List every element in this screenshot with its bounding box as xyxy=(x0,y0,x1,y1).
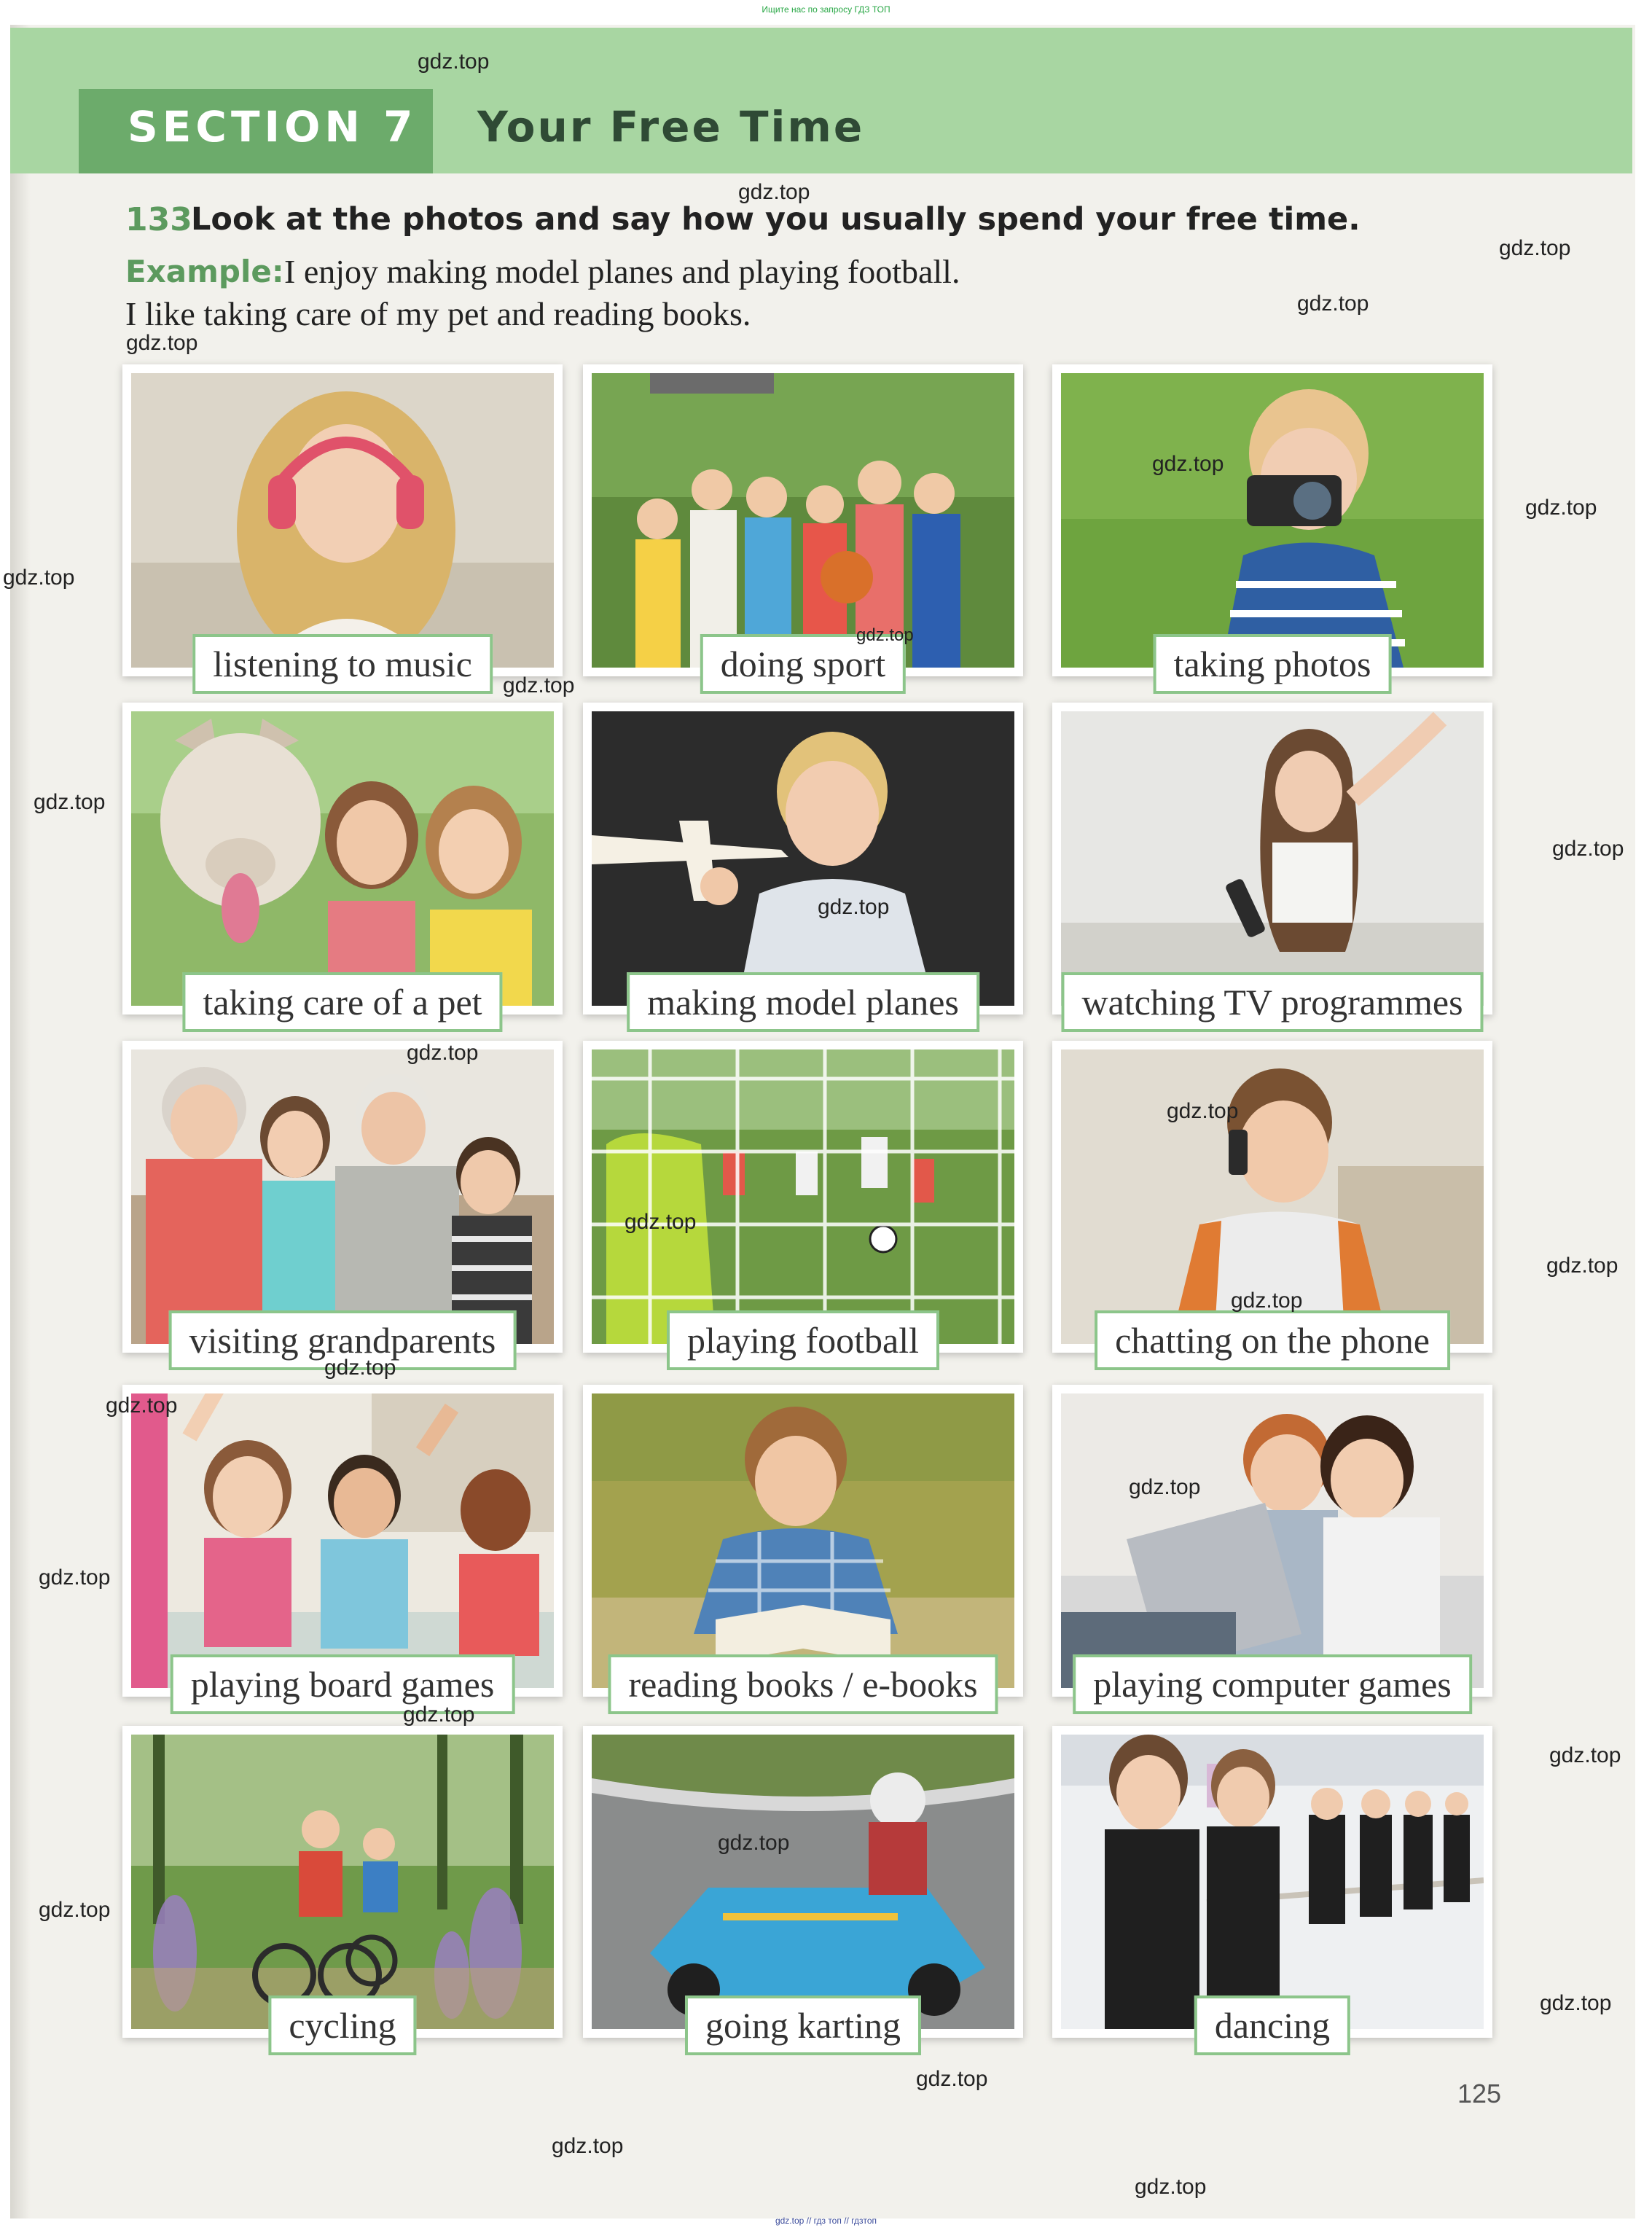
watermark: gdz.top xyxy=(126,331,198,355)
watermark: gdz.top xyxy=(1129,1475,1201,1499)
section-title: Your Free Time xyxy=(477,102,865,152)
card-caption: making model planes xyxy=(627,972,979,1032)
card-caption: doing sport xyxy=(700,634,906,694)
photo-card-dancing xyxy=(1052,1726,1492,2046)
photo-card-going-karting xyxy=(583,1726,1023,2046)
watermark: gdz.top xyxy=(407,1041,479,1065)
watermark: gdz.top xyxy=(39,1565,111,1590)
girl-with-headphones-photo xyxy=(131,373,554,668)
card-caption: dancing xyxy=(1194,1995,1350,2055)
photo-card-taking-photos xyxy=(1052,364,1492,684)
card-caption: watching TV programmes xyxy=(1061,972,1483,1032)
watermark: gdz.top xyxy=(1231,1289,1303,1313)
watermark: gdz.top xyxy=(1540,1991,1612,2015)
boy-with-model-plane-photo xyxy=(592,711,1014,1006)
watermark: gdz.top xyxy=(552,2134,624,2158)
watermark: gdz.top xyxy=(1152,452,1224,476)
watermark: gdz.top xyxy=(856,625,914,645)
exercise-instruction: Look at the photos and say how you usually spend your free time. xyxy=(191,201,1361,238)
boy-with-camera-photo xyxy=(1061,373,1484,668)
watermark: gdz.top xyxy=(3,566,75,590)
card-caption: taking care of a pet xyxy=(182,972,502,1032)
watermark: gdz.top xyxy=(418,50,490,74)
photo-card-visiting-grandparents xyxy=(122,1041,563,1361)
photo-card-playing-board-games xyxy=(122,1385,563,1705)
card-caption: chatting on the phone xyxy=(1095,1310,1450,1370)
bottom-notice: gdz.top // гдз топ // гдзтоп xyxy=(775,2216,877,2226)
section-label: SECTION 7 xyxy=(128,102,418,152)
watermark: gdz.top xyxy=(403,1703,475,1727)
watermark: gdz.top xyxy=(106,1393,178,1418)
boy-reading-photo xyxy=(592,1393,1014,1688)
exercise-number: 133 xyxy=(125,201,192,238)
watermark: gdz.top xyxy=(1135,2175,1207,2199)
watermark: gdz.top xyxy=(738,180,810,204)
photo-card-watching-tv-programmes xyxy=(1052,703,1492,1023)
teens-basketball-photo xyxy=(592,373,1014,668)
watermark: gdz.top xyxy=(34,790,106,814)
top-notice: Ищите нас по запросу ГДЗ ТОП xyxy=(762,4,890,15)
family-on-sofa-photo xyxy=(131,1049,554,1344)
watermark: gdz.top xyxy=(503,673,575,697)
card-caption: playing football xyxy=(667,1310,939,1370)
card-caption: playing board games xyxy=(171,1654,515,1714)
family-cycling-photo xyxy=(131,1735,554,2029)
watermark: gdz.top xyxy=(1552,837,1624,861)
card-caption: reading books / e-books xyxy=(608,1654,998,1714)
ballet-dancers-photo xyxy=(1061,1735,1484,2029)
watermark: gdz.top xyxy=(718,1831,790,1855)
card-caption: taking photos xyxy=(1154,634,1392,694)
photo-card-doing-sport xyxy=(583,364,1023,684)
watermark: gdz.top xyxy=(1297,292,1369,316)
photo-card-making-model-planes xyxy=(583,703,1023,1023)
example-line-2: I like taking care of my pet and reading books. xyxy=(125,295,751,332)
photo-card-taking-care-of-a-pet xyxy=(122,703,563,1023)
girls-with-dog-photo xyxy=(131,711,554,1006)
card-caption: visiting grandparents xyxy=(169,1310,517,1370)
watermark: gdz.top xyxy=(625,1210,697,1234)
card-caption: listening to music xyxy=(192,634,493,694)
example-line-1: I enjoy making model planes and playing football. xyxy=(284,253,960,290)
watermark: gdz.top xyxy=(818,895,890,919)
photo-card-reading-books xyxy=(583,1385,1023,1705)
kids-laptop-photo xyxy=(1061,1393,1484,1688)
card-caption: playing computer games xyxy=(1073,1654,1472,1714)
card-caption: cycling xyxy=(268,1995,416,2055)
watermark: gdz.top xyxy=(1499,236,1571,260)
photo-card-playing-computer-games xyxy=(1052,1385,1492,1705)
watermark: gdz.top xyxy=(1167,1099,1239,1123)
watermark: gdz.top xyxy=(1549,1743,1621,1767)
watermark: gdz.top xyxy=(324,1356,396,1380)
watermark: gdz.top xyxy=(39,1898,111,1922)
kids-board-games-photo xyxy=(131,1393,554,1688)
photo-card-playing-football xyxy=(583,1041,1023,1361)
girl-with-remote-photo xyxy=(1061,711,1484,1006)
girl-karting-photo xyxy=(592,1735,1014,2029)
page-spine-shadow xyxy=(10,25,31,2219)
watermark: gdz.top xyxy=(916,2067,988,2091)
photo-card-listening-to-music xyxy=(122,364,563,684)
watermark: gdz.top xyxy=(1525,496,1597,520)
kids-football-photo xyxy=(592,1049,1014,1344)
page-number: 125 xyxy=(1457,2079,1502,2108)
photo-card-cycling xyxy=(122,1726,563,2046)
watermark: gdz.top xyxy=(1546,1254,1618,1278)
card-caption: going karting xyxy=(685,1995,921,2055)
example-label: Example: xyxy=(125,254,284,289)
